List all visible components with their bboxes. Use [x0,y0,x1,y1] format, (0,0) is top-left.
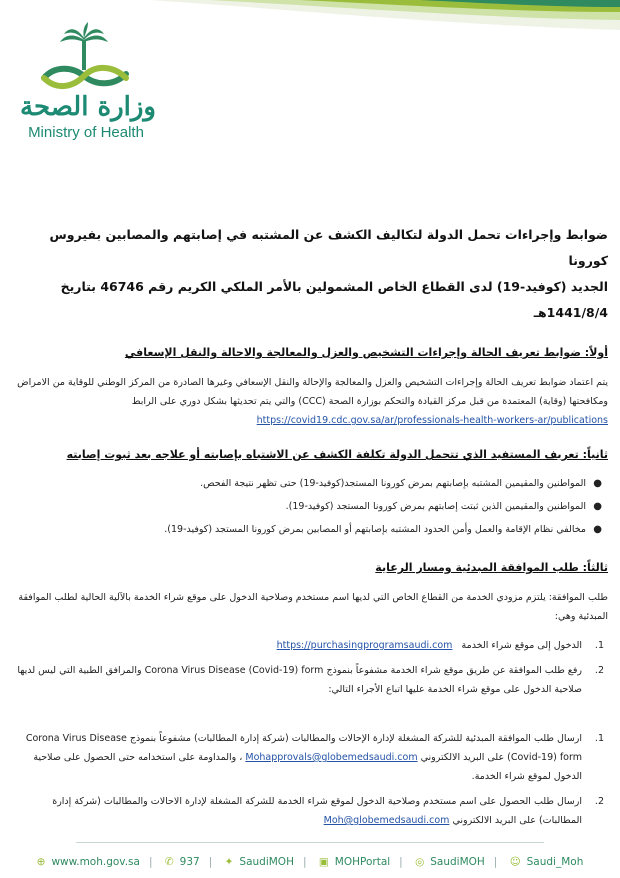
section-case-definition [16,346,608,430]
list-item: ● مخالفي نظام الإقامة والعمل وأمن الحدود المشتبه بإصابتهم أو المصابين بمرض كورونا المستجد (كوفيد-19). [16,521,608,539]
title-line-2: الجديد (كوفيد-19) لدى القطاع الخاص المشمولين بالأمر الملكي الكريم رقم 46746 بتاريخ 1441/8/4هـ [60,279,608,320]
step-number: .2 [594,796,604,807]
list-item: ● المواطنين والمقيمين الذين ثبتت إصابتهم بمرض كورونا المستجد (كوفيد-19). [16,498,608,516]
list-item: ● المواطنين والمقيمين المشتبه بإصابتهم بمرض كورونا المستجد(كوفيد-19) حتى تظهر نتيجة الفحص. [16,475,608,493]
moh-email-link[interactable]: Moh@globemedsaudi.com [323,815,450,826]
section-1-body [16,373,608,430]
approvals-email-link[interactable]: Mohapprovals@globemedsaudi.com [245,752,418,763]
section-3-heading: ثالثاً: طلب الموافقة المبدئية ومسار الرعاية [375,561,608,574]
twitter-icon: ✦ [224,856,234,868]
section-approval [16,561,608,830]
list-item: .1 ارسال طلب الموافقة المبدئية للشركة المشغلة لإدارة الإحالات والمطالبات (شركة إدارة المطالبات) مشفوعاً بنموذج Corona Virus Disease (Covid-19) form على البريد الالكتروني Mohapprovals@globemedsaudi.com ، والمداومة على استخدامه حتى الحصول على صلاحية الدخول لموقع شراء الخدمة. [16,729,608,786]
cdc-publications-link[interactable]: https://covid19.cdc.gov.sa/ar/professionals-health-workers-ar/publications [256,415,608,426]
footer-twitter[interactable]: ✦ SaudiMOH [224,856,294,868]
step-number: .2 [594,665,604,676]
beneficiary-list [16,475,608,539]
section-1-heading: أولاً: ضوابط تعريف الحالة وإجراءات التشخيص والعزل والمعالجة والاحالة والنقل الإسعافي [124,346,608,359]
purchasing-program-link[interactable]: https://purchasingprogramsaudi.com [276,640,453,651]
footer-phone[interactable]: ✆ 937 [164,856,200,868]
footer [0,834,620,878]
brand-name-arabic: وزارة الصحة [20,92,156,122]
footer-portal[interactable]: ▣ MOHPortal [318,856,391,868]
footer-website[interactable]: ⊕ www.moh.gov.sa [36,856,140,868]
footer-snapchat[interactable]: ☺ Saudi_Moh [509,856,584,868]
section-1-text: يتم اعتماد ضوابط تعريف الحالة وإجراءات التشخيص والعزل والمعالجة والإحالة والنقل الإسعافي وغيرها الصادرة من المركز الوطني للوقاية من الامراض ومكافحتها (وقاية) المعتمدة من قبل مركز القيادة والتحكم بوزارة الصحة (CCC) والتي يتم تحديثها بشكل دوري على الرابط [17,377,608,407]
footer-contacts: ⊕ www.moh.gov.sa | ✆ 937 | ✦ SaudiMOH | ▣ MOHPortal | ◎ SaudiMOH | ☺ Saudi_Moh [0,856,620,868]
bullet-icon: ● [593,524,602,535]
footer-divider [76,842,544,843]
brand-name-english: Ministry of Health [28,124,144,141]
section-3-intro: طلب الموافقة: يلتزم مزودي الخدمة من القطاع الخاص التي لديها اسم مستخدم وصلاحية الدخول على موقع شراء الخدمة بالآلية الحالية لطلب الموافقة المبدئية وهي: [18,592,608,622]
snapchat-icon: ☺ [509,856,521,868]
globe-icon: ⊕ [36,856,46,868]
alternative-steps [16,729,608,830]
instagram-icon: ◎ [415,856,425,868]
title-line-1: ضوابط وإجراءات تحمل الدولة لتكاليف الكشف عن المشتبه في إصابتهم والمصابين بفيروس كورونا [49,227,608,268]
step-number: .1 [594,733,604,744]
phone-icon: ✆ [164,856,174,868]
section-beneficiary [16,448,608,539]
list-item: .2 ارسال طلب الحصول على اسم مستخدم وصلاحية الدخول لموقع شراء الخدمة للشركة المشغلة لإدارة الاحالات والمطالبات (شركة إدارة المطالبات) على البريد الالكتروني Moh@globemedsaudi.com [16,792,608,830]
step-number: .1 [594,640,604,651]
list-item: .2 رفع طلب الموافقة عن طريق موقع شراء الخدمة مشفوعاً بنموذج Corona Virus Disease (Covid-19) form والمرافق الطبية التي ليس لديها صلاحية الدخول على موقع شراء الخدمة عليها اتباع الأجراء التالي: [16,661,608,699]
bullet-icon: ● [593,478,602,489]
document-title [16,222,608,326]
list-item: .1 الدخول إلى موقع شراء الخدمة https://purchasingprogramsaudi.com [16,636,608,655]
bullet-icon: ● [593,501,602,512]
approval-steps [16,636,608,699]
footer-instagram[interactable]: ◎ SaudiMOH [415,856,485,868]
document-body [16,222,608,848]
section-2-heading: ثانياً: تعريف المستفيد الذي تتحمل الدولة تكلفة الكشف عن الاشتباه بإصابته أو علاجه بعد ثبوت إصابته [66,448,608,461]
portal-icon: ▣ [318,856,329,868]
